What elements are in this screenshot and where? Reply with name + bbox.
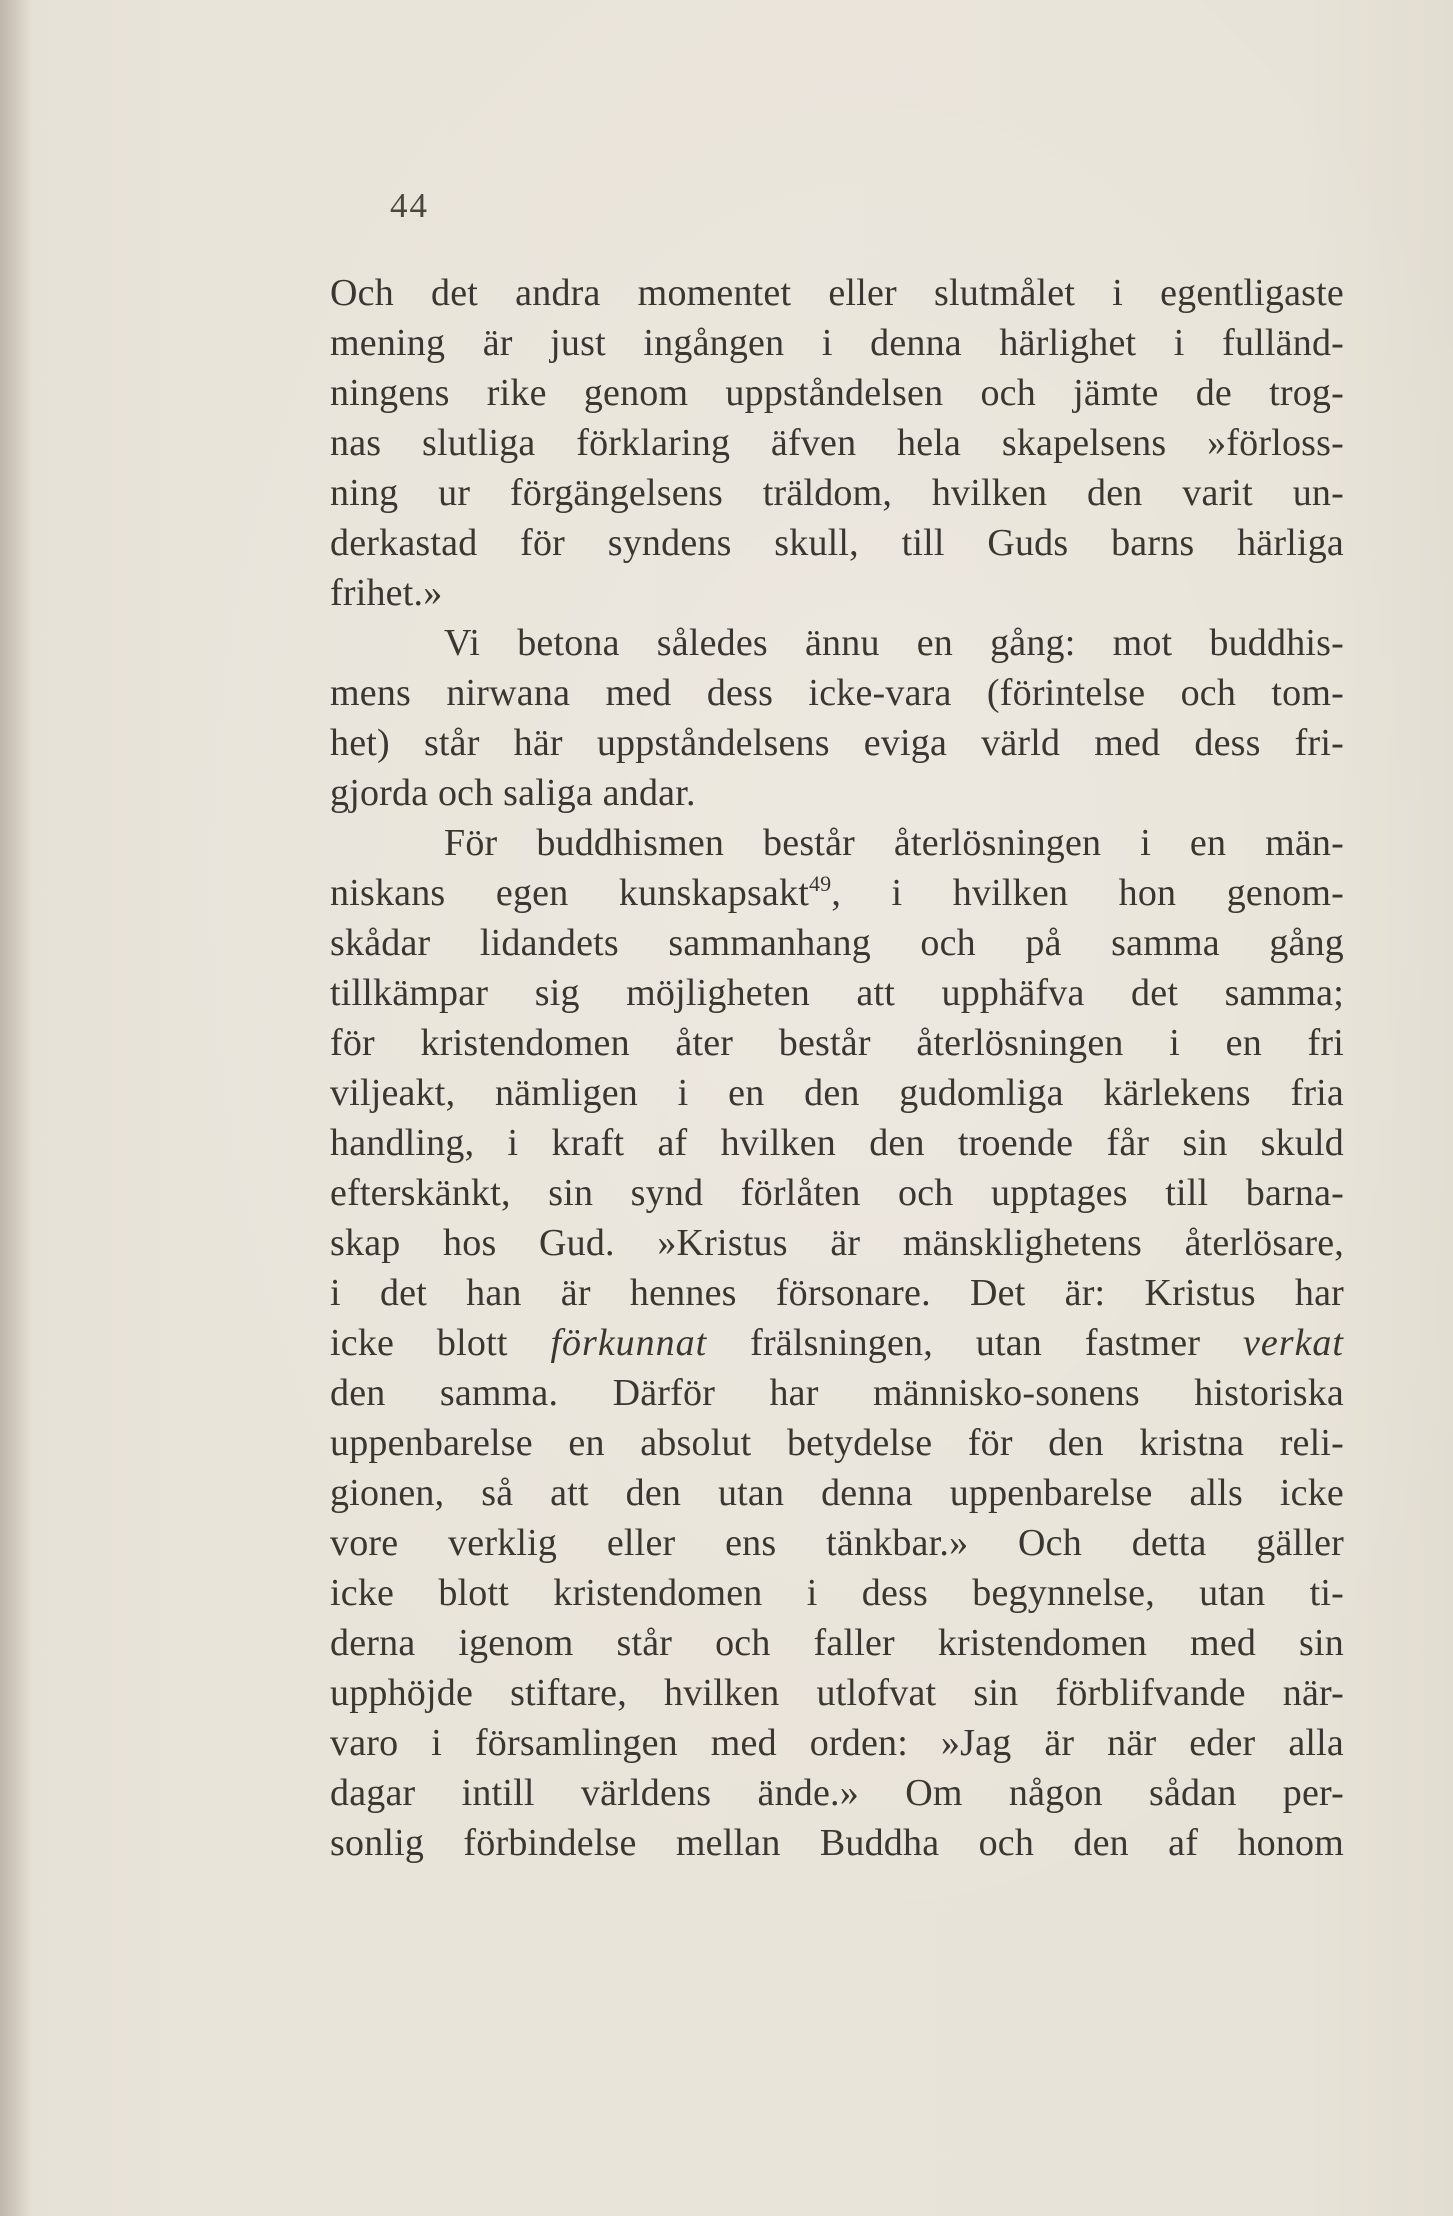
text-line: gjorda och saliga andar. [330,772,696,814]
footnote-reference: 49 [808,871,832,896]
text-line: skap hos Gud. »Kristus är mänsklighetens återlösare, [330,1222,1344,1264]
text-line: efterskänkt, sin synd förlåten och upptages till barna- [330,1172,1344,1214]
text-segment: niskans egen kunskapsakt [330,872,809,914]
text-line: mens nirwana med dess icke-vara (förintelse och tom- [330,672,1344,714]
text-line: het) står här uppståndelsens eviga värld med dess fri- [330,722,1344,764]
italic-word: förkunnat [550,1322,708,1364]
text-line: viljeakt, nämligen i en den gudomliga kärlekens fria [330,1072,1344,1114]
text-line: den samma. Därför har människo-sonens historiska [330,1372,1344,1414]
text-line: ningens rike genom uppståndelsen och jämte de trog- [330,372,1344,414]
text-line: sonlig förbindelse mellan Buddha och den af honom [330,1822,1344,1864]
text-line: derkastad för syndens skull, till Guds barns härliga [330,522,1344,564]
text-line: mening är just ingången i denna härlighet i fulländ- [330,322,1344,364]
italic-word: verkat [1243,1322,1344,1364]
text-line: derna igenom står och faller kristendomen med sin [330,1622,1344,1664]
text-line: gionen, så att den utan denna uppenbarelse alls icke [330,1472,1344,1514]
text-line: ning ur förgängelsens träldom, hvilken den varit un- [330,472,1344,514]
text-line: i det han är hennes försonare. Det är: Kristus har [330,1272,1344,1314]
text-line: icke blott kristendomen i dess begynnelse, utan ti- [330,1572,1344,1614]
text-line: upphöjde stiftare, hvilken utlofvat sin förblifvande när- [330,1672,1344,1714]
text-line: handling, i kraft af hvilken den troende får sin skuld [330,1122,1344,1164]
text-line: För buddhismen består återlösningen i en män- [444,822,1344,864]
text-line: varo i församlingen med orden: »Jag är när eder alla [330,1722,1344,1764]
text-segment: frälsningen, utan fastmer [707,1322,1244,1364]
page-number: 44 [390,186,429,225]
spine-shadow [0,0,34,2216]
text-segment: icke blott [330,1322,551,1364]
text-line: Och det andra momentet eller slutmålet i egentligaste [330,272,1344,314]
text-line: uppenbarelse en absolut betydelse för den kristna reli- [330,1422,1344,1464]
text-line: skådar lidandets sammanhang och på samma gång [330,922,1344,964]
text-line: vore verklig eller ens tänkbar.» Och detta gäller [330,1522,1344,1564]
text-segment: , i hvilken hon genom- [831,872,1344,914]
text-line: för kristendomen åter består återlösningen i en fri [330,1022,1344,1064]
body-text [330,268,1344,1868]
text-line: frihet.» [330,572,443,614]
text-line: nas slutliga förklaring äfven hela skapelsens »förloss- [330,422,1344,464]
text-line: Vi betona således ännu en gång: mot buddhis- [444,622,1344,664]
text-line: dagar intill världens ände.» Om någon sådan per- [330,1772,1344,1814]
text-line: tillkämpar sig möjligheten att upphäfva det samma; [330,972,1344,1014]
text-line [330,1318,1344,1368]
text-line [330,868,1344,918]
